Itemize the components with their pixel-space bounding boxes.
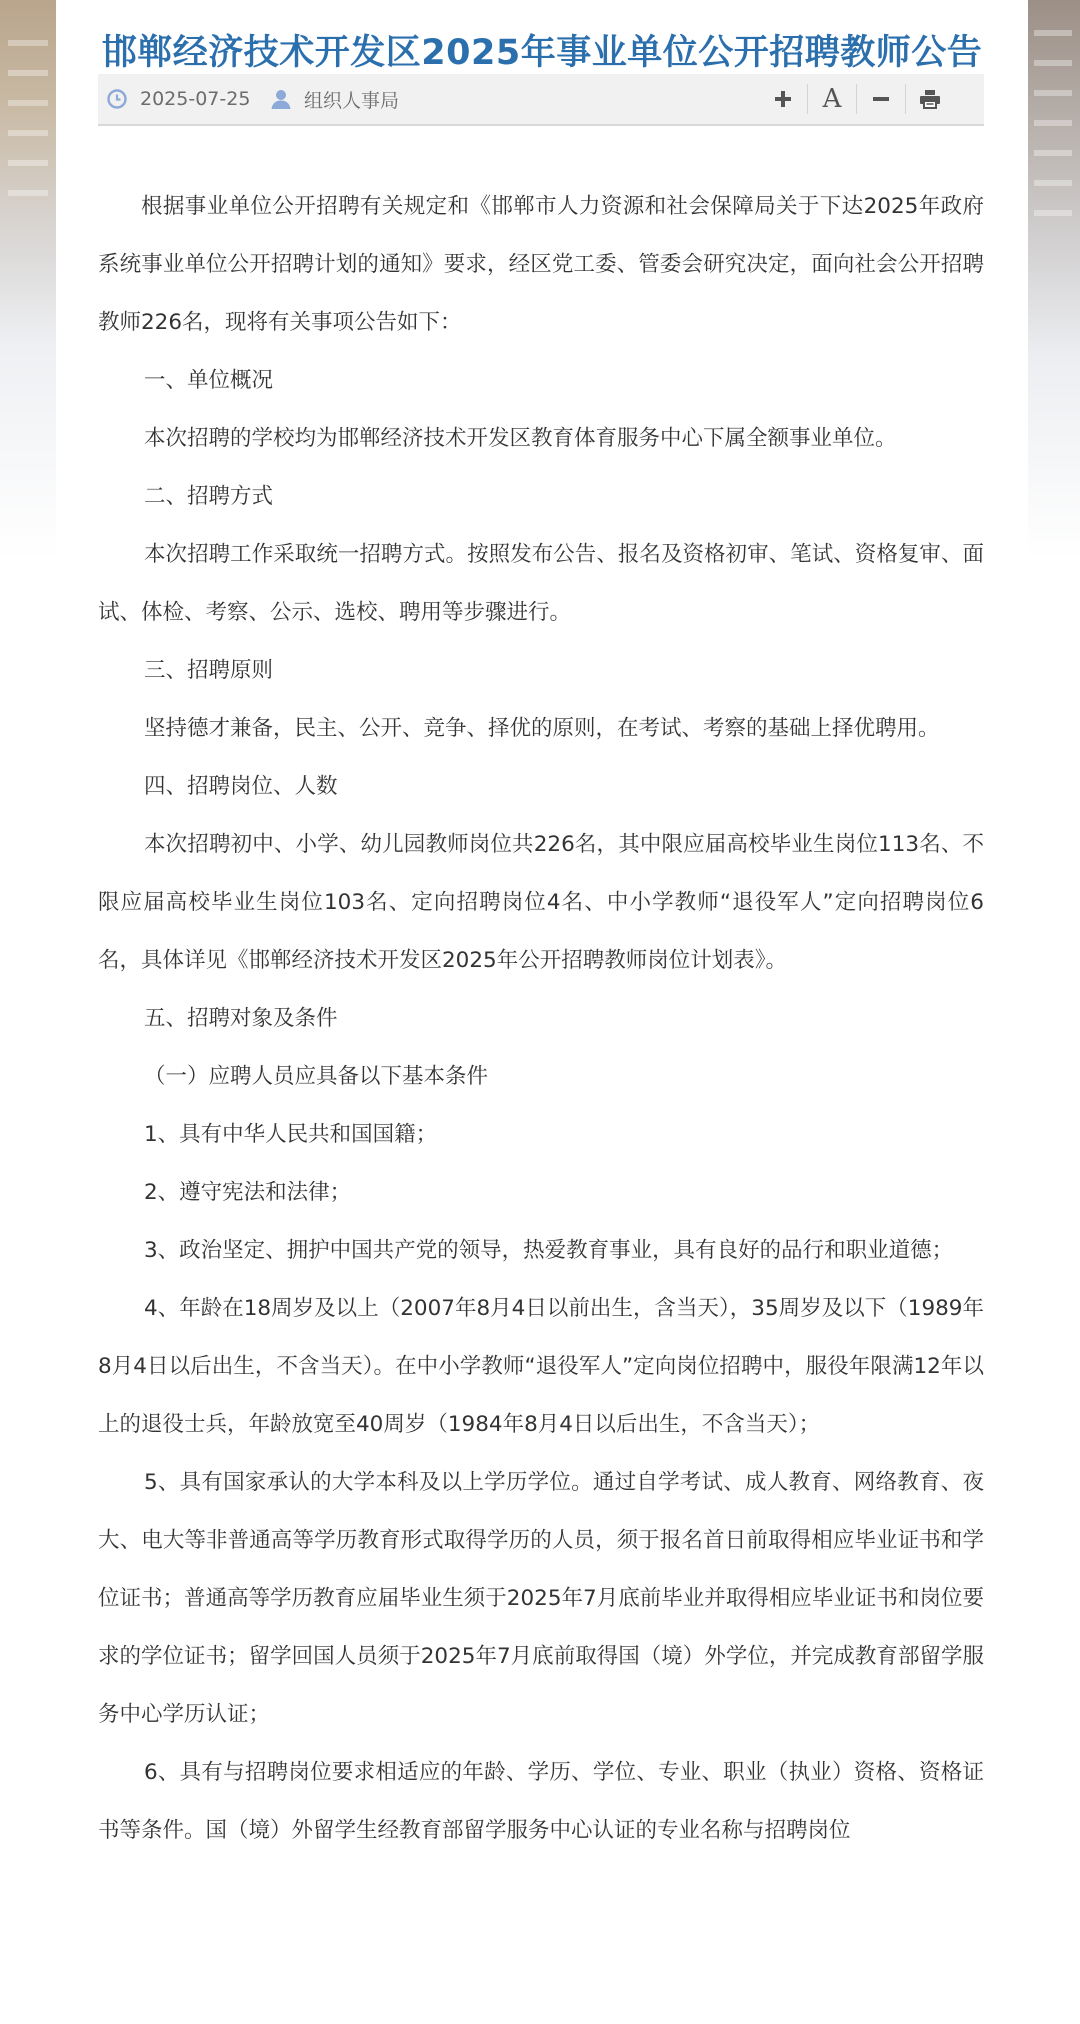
font-reset-button[interactable] [808, 84, 857, 114]
list-item: 6、具有与招聘岗位要求相适应的年龄、学历、学位、专业、职业（执业）资格、资格证书等条件。国（境）外留学生经教育部留学服务中心认证的专业名称与招聘岗位 [98, 1760, 984, 1843]
publish-date-text: 2025-07-25 [140, 88, 251, 110]
font-increase-button[interactable] [759, 84, 808, 114]
article-title: 邯郸经济技术开发区2025年事业单位公开招聘教师公告 [101, 33, 983, 74]
plus-icon [773, 89, 793, 109]
paragraph-intro: 根据事业单位公开招聘有关规定和《邯郸市人力资源和社会保障局关于下达2025年政府系统事业单位公开招聘计划的通知》要求，经区党工委、管委会研究决定，面向社会公开招聘教师226名，现将有关事项公告如下： [98, 194, 984, 335]
paragraph: 本次招聘工作采取统一招聘方式。按照发布公告、报名及资格初审、笔试、资格复审、面试、体检、考察、公示、选校、聘用等步骤进行。 [98, 542, 984, 625]
list-item: 1、具有中华人民共和国国籍； [144, 1122, 438, 1147]
print-button[interactable] [906, 84, 954, 114]
section-heading: 五、招聘对象及条件 [144, 1006, 338, 1031]
list-item: 5、具有国家承认的大学本科及以上学历学位。通过自学考试、成人教育、网络教育、夜大、电大等非普通高等学历教育形式取得学历的人员，须于报名首日前取得相应毕业证书和学位证书；普通高等学历教育应届毕业生须于2025年7月底前毕业并取得相应毕业证书和岗位要求的学位证书；留学回国人员须于2025年7月底前取得国（境）外学位，并完成教育部留学服务中心学历认证； [98, 1470, 984, 1727]
paragraph: 坚持德才兼备，民主、公开、竞争、择优的原则，在考试、考察的基础上择优聘用。 [144, 716, 940, 741]
paragraph: 本次招聘初中、小学、幼儿园教师岗位共226名，其中限应届高校毕业生岗位113名、不限应届高校毕业生岗位103名、定向招聘岗位4名、中小学教师“退役军人”定向招聘岗位6名，具体详见《邯郸经济技术开发区2025年公开招聘教师岗位计划表》。 [98, 832, 984, 973]
section-heading: 二、招聘方式 [144, 484, 274, 509]
font-decrease-button[interactable] [857, 84, 906, 114]
minus-icon [871, 89, 891, 109]
print-icon [919, 89, 941, 109]
section-heading: 三、招聘原则 [144, 658, 274, 683]
publisher-text: 组织人事局 [304, 89, 400, 112]
publish-date [106, 74, 250, 124]
list-item: 3、政治坚定、拥护中国共产党的领导，热爱教育事业，具有良好的品行和职业道德； [144, 1238, 954, 1263]
paragraph: 本次招聘的学校均为邯郸经济技术开发区教育体育服务中心下属全额事业单位。 [144, 426, 897, 451]
background-photo-right [1026, 0, 1080, 560]
clock-icon [106, 88, 128, 110]
background-photo-left [0, 0, 56, 560]
article-tools [759, 74, 954, 124]
list-item: 4、年龄在18周岁及以上（2007年8月4日以前出生，含当天），35周岁及以下（1989年8月4日以后出生，不含当天）。在中小学教师“退役军人”定向岗位招聘中，服役年限满12年以上的退役士兵，年龄放宽至40周岁（1984年8月4日以后出生，不含当天）； [98, 1296, 984, 1437]
article-info-bar [98, 74, 984, 126]
list-item: 2、遵守宪法和法律； [144, 1180, 352, 1205]
user-icon [270, 88, 292, 110]
article-container [56, 0, 1028, 2024]
publisher [270, 74, 399, 124]
font-icon: A [822, 84, 842, 114]
article-body [98, 178, 984, 1860]
section-heading: 四、招聘岗位、人数 [144, 774, 338, 799]
subsection-heading: （一）应聘人员应具备以下基本条件 [144, 1064, 489, 1089]
section-heading: 一、单位概况 [144, 368, 274, 393]
